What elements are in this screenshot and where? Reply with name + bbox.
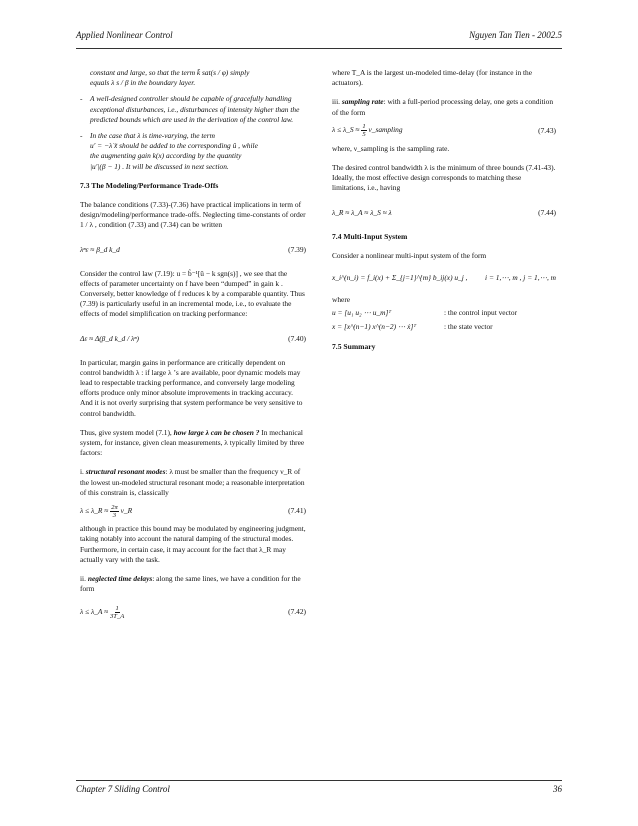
paragraph: ii. neglected time delays: along the same lines, we have a condition for the form [80, 573, 301, 594]
emphasis-text: how large λ can be chosen ? [173, 427, 260, 437]
section-heading: 7.4 Multi-Input System [332, 231, 408, 241]
paragraph: i. structural resonant modes: λ must be smaller than the frequency ν_R of the lowest un-modeled structural resonant mode; a reasonable interpretation of this constrain is, classically [80, 467, 305, 497]
paragraph: In particular, margin gains in performance are critically dependent on control bandwidth λ : if large λ ’s are available, poor dynamic models may lead to respectable tracking performance, and conversely large modeling efforts produce only minor absolute improvements in tracking accuracy. And it is not overly surprising that system performance be very sensitive to control bandwidth. [80, 357, 303, 418]
paragraph: where, ν_sampling is the sampling rate. [332, 143, 450, 153]
definition-desc: : the state vector [444, 322, 493, 332]
list-item: - A well-designed controller should be capable of gracefully handling exceptional disturbances, i.e., disturbances of intensity higher than the predicted bounds which are used in the derivation of the control law. [80, 94, 306, 125]
paragraph: Thus, give system model (7.1), how large λ can be chosen ? In mechanical system, for instance, given clean measurements, λ typically limited by three factors: [80, 427, 305, 458]
equation-7-44 [332, 203, 556, 223]
equation-index-range: i = 1,⋯, m , j = 1,⋯, m [485, 272, 556, 282]
bullet-text: |u′|(β − 1) . It will be discussed in next section. [90, 161, 229, 171]
list-item: - In the case that λ is time-varying, the term u′ = −λ̇ x̃ should be added to the corresponding û , while the augmenting gain k(x) according by the quantity |u′|(β − 1) . It will be discussed in next section. [80, 131, 258, 171]
equation-number: (7.43) [538, 125, 556, 135]
equation-body: λ ≤ λ_R ≈ $\frac{2\pi}{3}$ ν_R [80, 503, 133, 519]
equation-7-42 [80, 594, 306, 630]
page-number: 36 [553, 784, 562, 794]
header-book-title: Applied Nonlinear Control [76, 30, 173, 40]
paragraph: where T_A is the largest un-modeled time-delay (for instance in the actuators). [332, 68, 533, 88]
equation-7-45 [332, 261, 556, 295]
equation-7-39 [80, 240, 306, 260]
definition-desc: : the control input vector [444, 308, 518, 318]
paragraph: where [332, 295, 351, 305]
left-column [80, 68, 306, 630]
paragraph: The desired control bandwidth λ is the minimum of three bounds (7.41-43). Ideally, the most effective design corresponds to matching these limitations, i.e., having [332, 163, 556, 193]
equation-body: Δε ≈ Δ(β_d k_d / λⁿ) [80, 333, 139, 343]
paragraph: Consider the control law (7.19): u = b̂⁻¹[û − k sgn(s)] , we see that the effects of parameter uncertainty on f have been “dumped” in gain k . Conversely, better knowledge of f reduces k by a comparable quantity. Thus (7.39) is particularly useful in an incremental mode, i.e., to evaluate the effects of model simplification on tracking performance: [80, 268, 305, 319]
equation-7-43 [332, 118, 556, 144]
definition-row [332, 308, 556, 318]
equation-body: λ_R ≈ λ_A ≈ λ_S ≈ λ [332, 207, 392, 217]
text-line: equals λ s / β in the boundary layer. [90, 78, 196, 88]
section-heading: 7.3 The Modeling/Performance Trade-Offs [80, 180, 219, 190]
emphasis-text: sampling rate [341, 97, 384, 107]
bullet-text: A well-designed controller should be capable of gracefully handling exceptional disturbances, i.e., disturbances of intensity higher than the predicted bounds which are used in the derivation of the control law. [90, 94, 300, 124]
equation-body: λ ≤ λ_S ≈ $\frac{1}{5}$ ν_sampling [332, 123, 403, 139]
equation-number: (7.41) [288, 505, 306, 515]
page-header [76, 30, 562, 49]
equation-number: (7.40) [288, 333, 306, 343]
right-column [332, 68, 556, 352]
equation-body: λ ≤ λ_A ≈ $\frac{1}{3T\_A}$ [80, 604, 125, 620]
bullet-text: u′ = −λ̇ x̃ should be added to the corresponding û , while [90, 141, 258, 151]
bullet-text: the augmenting gain k(x) according by the quantity [90, 151, 242, 161]
definition-term: u = [u₁ u₂ ⋯ u_m]ᵀ [332, 308, 392, 318]
footer-chapter: Chapter 7 Sliding Control [76, 784, 170, 794]
paragraph: although in practice this bound may be modulated by engineering judgment, taking notably into account the natural damping of the structural modes. Furthermore, in certain case, it may account for the fact that λ_R may actually vary with the task. [80, 524, 306, 564]
definition-row [332, 322, 556, 332]
section-heading: 7.5 Summary [332, 341, 376, 351]
equation-number: (7.44) [538, 207, 556, 217]
paragraph: Consider a nonlinear multi-input system of the form [332, 250, 487, 260]
emphasis-text: neglected time delays [87, 573, 153, 583]
equation-7-41 [80, 498, 306, 524]
bullet-text: In the case that λ is time-varying, the term [90, 131, 215, 141]
header-author: Nguyen Tan Tien - 2002.5 [469, 30, 562, 40]
emphasis-text: structural resonant modes [85, 467, 166, 477]
equation-number: (7.42) [288, 607, 306, 617]
equation-7-40 [80, 329, 306, 349]
text-line: constant and large, so that the term k̄ sat(s / φ) simply [90, 68, 250, 77]
equation-number: (7.39) [288, 244, 306, 254]
page-footer [76, 780, 562, 800]
paragraph: The balance conditions (7.33)-(7.36) have practical implications in term of design/modeling/performance trade-offs. Neglecting time-constants of order 1 / λ , condition (7.33) and (7.34) can be written [80, 200, 306, 230]
paragraph: iii. sampling rate: with a full-period processing delay, one gets a condition of the form [332, 97, 554, 117]
definition-term: x = [x^(n−1) x^(n−2) ⋯ ẋ]ᵀ [332, 322, 417, 332]
equation-body: λⁿε ≈ β_d k_d [80, 244, 120, 254]
equation-body: x_i^(n_i) = f_i(x) + Σ_{j=1}^{m} b_ij(x) u_j , [332, 272, 468, 282]
